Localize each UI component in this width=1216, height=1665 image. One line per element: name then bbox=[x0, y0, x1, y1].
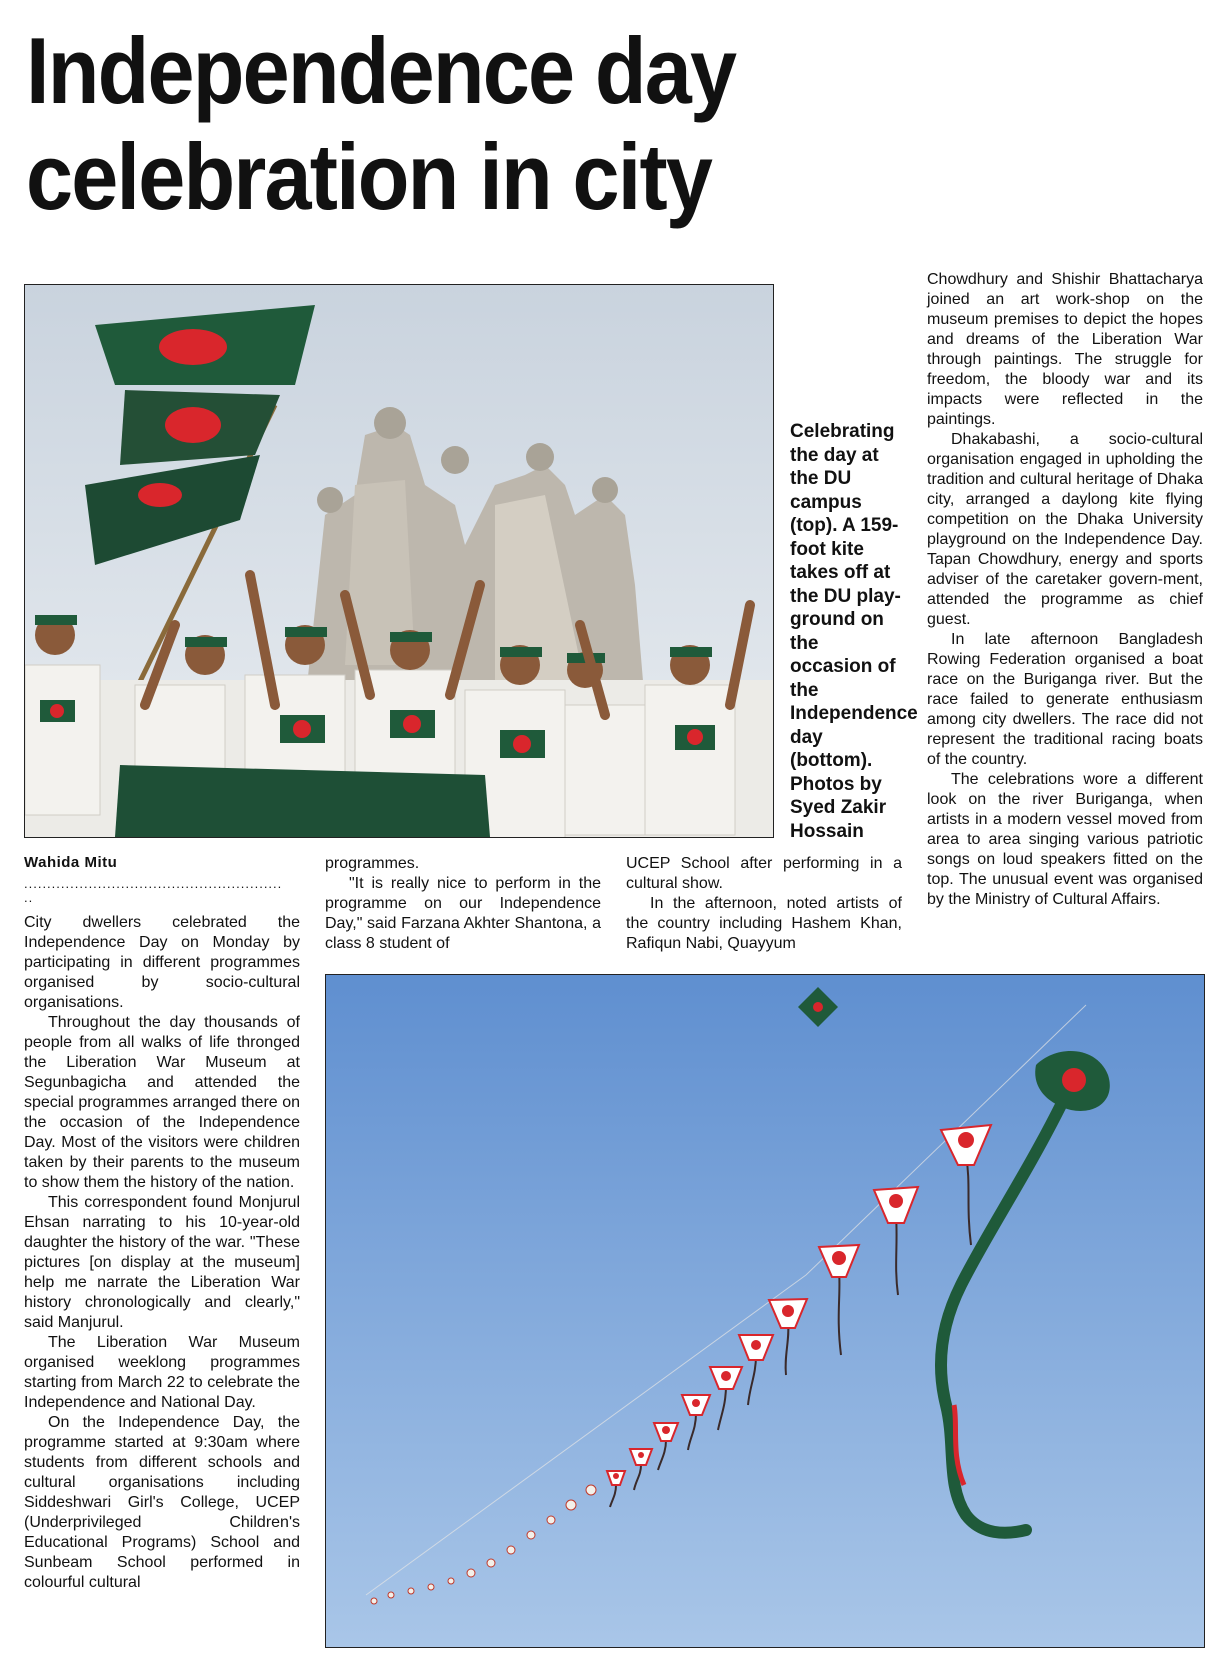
headline: Independence day celebration in city bbox=[26, 18, 736, 229]
col1-paragraph-5: On the Independence Day, the programme started at 9:30am where students from different schools and cultural organisations including Siddeshwari Girl's College, UCEP (Underprivileged Children's Educational Programs) School and Sunbeam School performed in colourful cultural bbox=[24, 1414, 300, 1591]
col2-paragraph-1: programmes. bbox=[325, 855, 420, 872]
col1-paragraph-3: This correspondent found Monjurul Ehsan narrating to his 10-year-old daughter the history of the war. "These pictures [on display at the museum] help me narrate the Liberation War history chronologically and clearly," said Manjurul. bbox=[24, 1194, 300, 1331]
column-3 bbox=[626, 854, 902, 954]
col4-paragraph-4: The celebrations wore a different look on the river Buriganga, when artists in a modern vessel moved from area to area singing various patriotic songs on loud speakers fitted on the top. The unusual event was organised by the Ministry of Cultural Affairs. bbox=[927, 771, 1203, 908]
column-1 bbox=[24, 913, 300, 1593]
column-4 bbox=[927, 270, 1203, 910]
byline-rule bbox=[24, 877, 300, 905]
col4-paragraph-2: Dhakabashi, a socio-cultural organisation engaged in upholding the tradition and cultural heritage of Dhaka city, arranged a daylong kite flying competition on the Dhaka University playground on the Independence Day. Tapan Chowdhury, energy and sports adviser of the caretaker govern-ment, attended the programme as chief guest. bbox=[927, 431, 1203, 628]
col2-paragraph-2: "It is really nice to perform in the programme on our Independence Day," said Farzana Akhter Shantona, a class 8 student of bbox=[325, 875, 601, 952]
bottom-photo bbox=[325, 974, 1205, 1648]
col4-paragraph-1: Chowdhury and Shishir Bhattacharya joined an art work-shop on the museum premises to depict the hopes and dreams of the Liberation War through paintings. The struggle for freedom, the bloody war and its impacts were reflected in the paintings. bbox=[927, 271, 1203, 428]
byline-rule-tail: .. bbox=[24, 890, 34, 905]
byline-rule-dots: ........................................................ bbox=[24, 877, 283, 891]
top-photo bbox=[24, 284, 774, 838]
byline: Wahida Mitu bbox=[24, 854, 118, 871]
col1-paragraph-2: Throughout the day thousands of people from all walks of life thronged the Liberation War Museum at Segunbagicha and attended the special programmes arranged there on the occasion of the Independence Day. Most of the visitors were children taken by their parents to the museum to show them the history of the nation. bbox=[24, 1014, 300, 1191]
photo-caption: Celebrating the day at the DU campus (top). A 159-foot kite takes off at the DU play-ground on the occasion of the Independence day (bottom). Photos by Syed Zakir Hossain bbox=[790, 421, 918, 842]
col4-paragraph-3: In late afternoon Bangladesh Rowing Federation organised a boat race on the Buriganga river. But the race failed to generate enthusiasm among city dwellers. The race did not represent the traditional racing boats of the country. bbox=[927, 631, 1203, 768]
col3-paragraph-1: UCEP School after performing in a cultural show. bbox=[626, 855, 902, 892]
column-2 bbox=[325, 854, 601, 954]
col1-paragraph-4: The Liberation War Museum organised weeklong programmes starting from March 22 to celebrate the Independence and National Day. bbox=[24, 1334, 300, 1411]
col1-paragraph-1: City dwellers celebrated the Independence Day on Monday by participating in different programmes organised by socio-cultural organisations. bbox=[24, 914, 300, 1011]
col3-paragraph-2: In the afternoon, noted artists of the country including Hashem Khan, Rafiqun Nabi, Quayyum bbox=[626, 895, 902, 952]
